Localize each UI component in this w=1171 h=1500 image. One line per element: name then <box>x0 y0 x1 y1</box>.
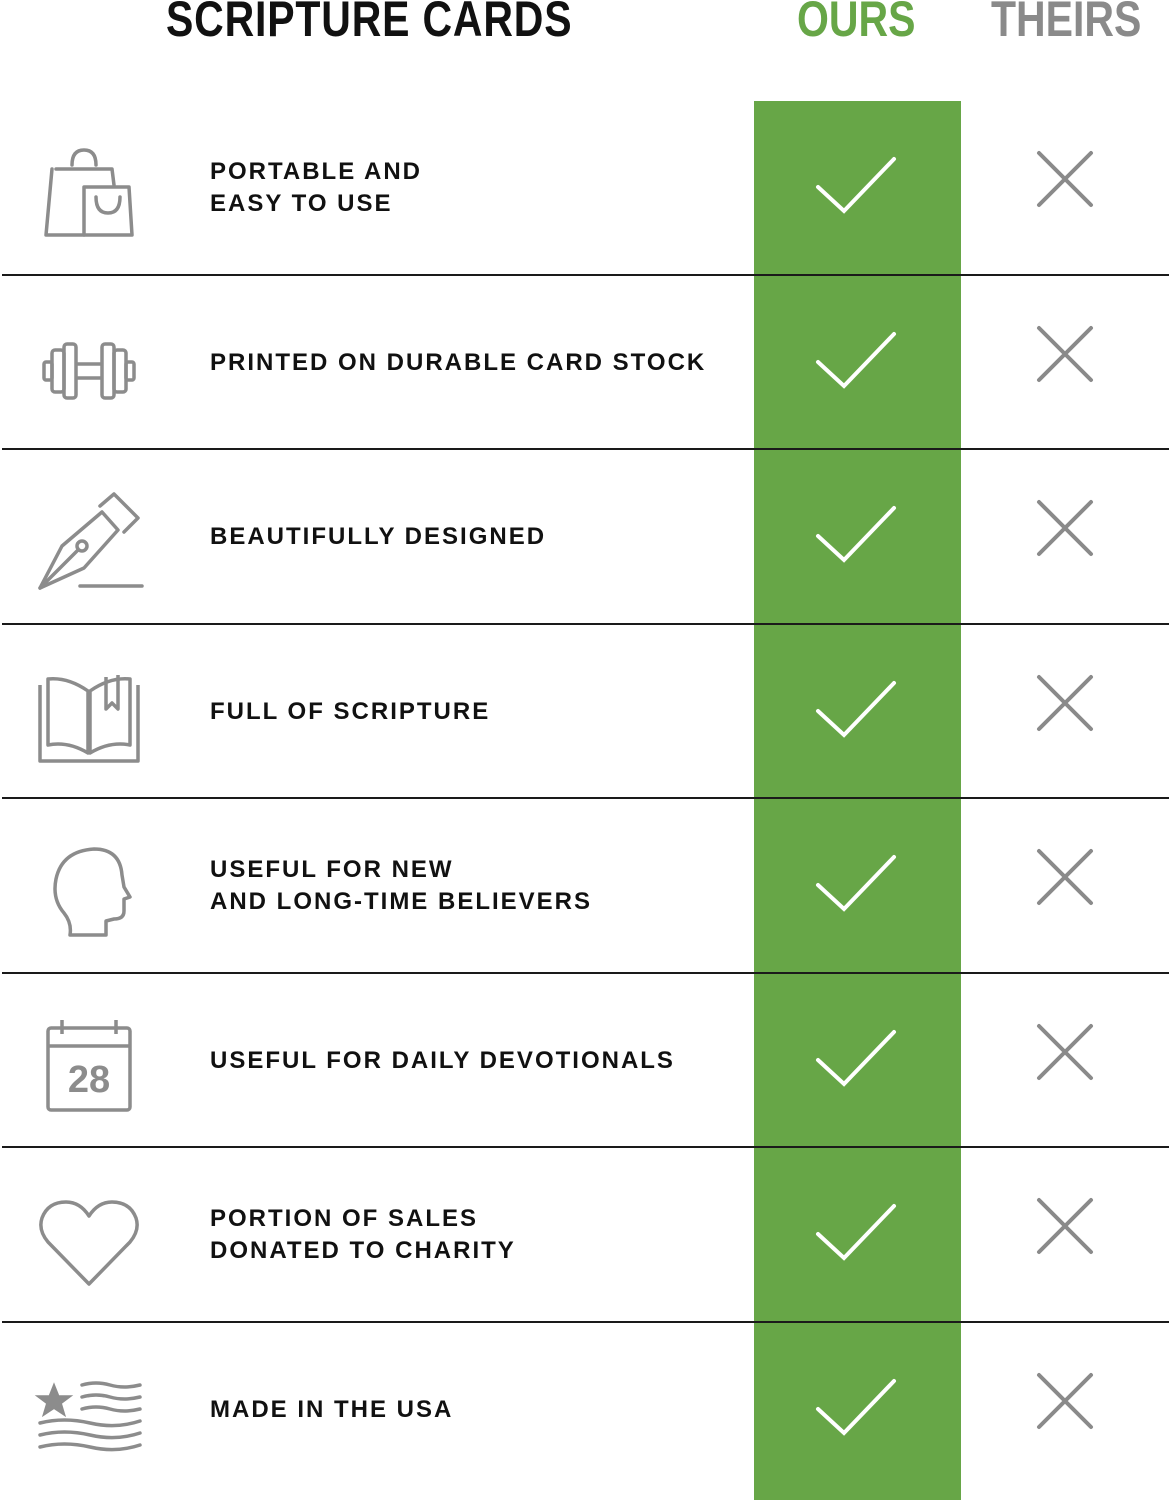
shopping-bags-icon <box>34 141 144 251</box>
feature-label-line2: DONATED TO CHARITY <box>210 1237 516 1264</box>
check-icon <box>814 328 898 392</box>
dumbbell-icon <box>34 316 144 426</box>
feature-label-line1: FULL OF SCRIPTURE <box>210 697 491 725</box>
comparison-row <box>0 276 1171 451</box>
feature-label-line1: BEAUTIFULLY DESIGNED <box>210 523 547 550</box>
comparison-row <box>0 101 1171 276</box>
cross-icon <box>1035 149 1095 209</box>
fountain-pen-icon <box>34 490 144 600</box>
cross-icon <box>1035 1371 1095 1431</box>
check-icon <box>814 851 898 915</box>
check-icon <box>814 1375 898 1439</box>
cross-icon <box>1035 1022 1095 1082</box>
theirs-column-header: THEIRS <box>991 0 1142 47</box>
check-icon <box>814 1200 898 1264</box>
heart-icon <box>34 1188 144 1298</box>
comparison-row <box>0 1323 1171 1498</box>
feature-label-line1: PORTION OF SALES <box>210 1205 479 1232</box>
comparison-row <box>0 625 1171 800</box>
feature-label-line1: MADE IN THE USA <box>210 1395 454 1423</box>
comparison-table <box>0 101 1171 1497</box>
calendar-day-label: 28 <box>67 1058 111 1101</box>
feature-label-line1: PRINTED ON DURABLE CARD STOCK <box>210 348 707 376</box>
check-icon <box>814 677 898 741</box>
feature-label-line1: USEFUL FOR NEW <box>210 856 454 883</box>
check-icon <box>814 1026 898 1090</box>
ours-column-header: OURS <box>797 0 916 47</box>
head-profile-icon <box>34 839 144 949</box>
flag-icon <box>34 1363 144 1473</box>
check-icon <box>814 153 898 217</box>
cross-icon <box>1035 1196 1095 1256</box>
feature-label-line1: PORTABLE AND <box>210 158 422 185</box>
page-title: SCRIPTURE CARDS <box>166 0 573 47</box>
feature-label-line2: AND LONG-TIME BELIEVERS <box>210 888 593 915</box>
check-icon <box>814 502 898 566</box>
comparison-row <box>0 799 1171 974</box>
feature-label-line2: EASY TO USE <box>210 190 393 217</box>
cross-icon <box>1035 847 1095 907</box>
calendar-icon <box>34 1014 144 1124</box>
comparison-row <box>0 974 1171 1149</box>
cross-icon <box>1035 498 1095 558</box>
cross-icon <box>1035 673 1095 733</box>
cross-icon <box>1035 324 1095 384</box>
comparison-row <box>0 1148 1171 1323</box>
comparison-row <box>0 450 1171 625</box>
open-book-icon <box>34 665 144 775</box>
feature-label-line1: USEFUL FOR DAILY DEVOTIONALS <box>210 1046 675 1074</box>
